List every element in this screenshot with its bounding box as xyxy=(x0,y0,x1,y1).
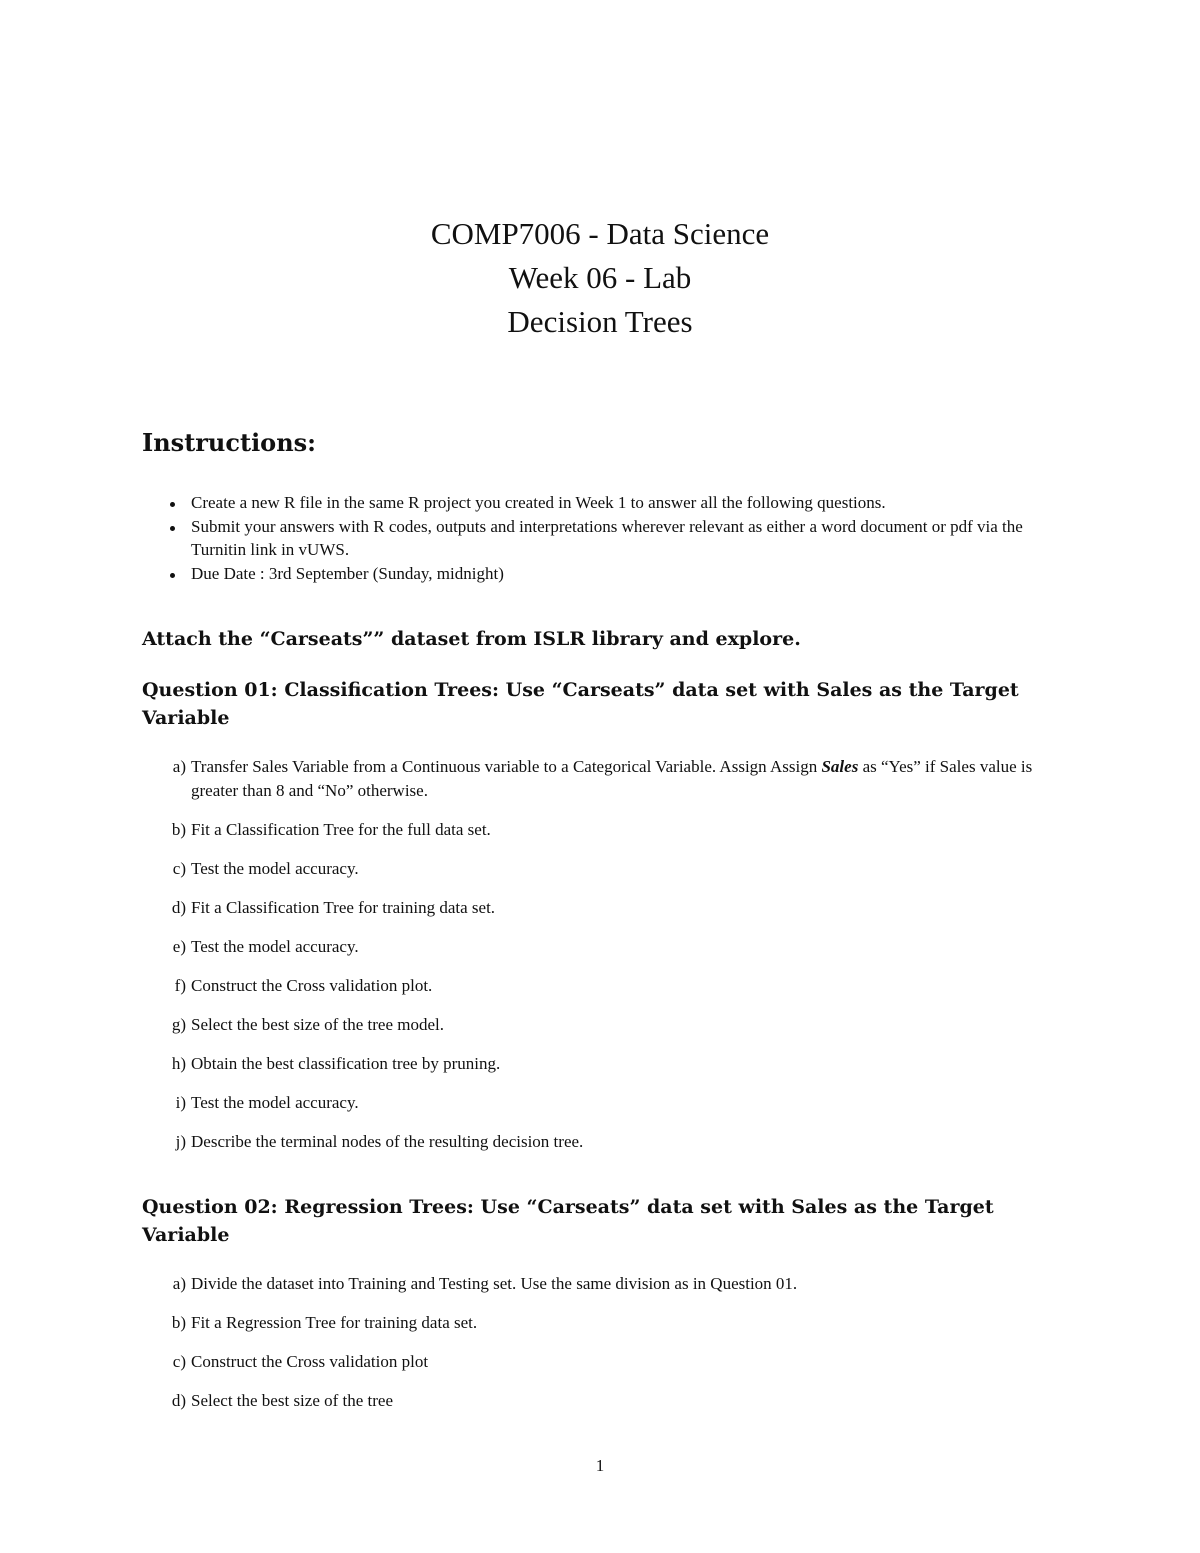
list-item xyxy=(142,562,1062,586)
item-label: f) xyxy=(174,975,186,995)
list-item xyxy=(142,857,1062,881)
item-label: c) xyxy=(172,1352,186,1371)
list-item xyxy=(142,1350,1062,1374)
item-label: c) xyxy=(172,858,186,878)
instructions-heading: Instructions: xyxy=(142,428,317,457)
item-text-after: as “Yes” if Sales value is greater than 8 and “No” otherwise. xyxy=(191,757,1033,800)
item-label: e) xyxy=(172,936,186,956)
list-item xyxy=(142,974,1062,998)
list-item xyxy=(142,1052,1062,1076)
item-text: Test the model accuracy. xyxy=(191,1092,359,1112)
list-item xyxy=(142,491,1062,515)
item-text: Test the model accuracy. xyxy=(191,858,359,878)
question2-heading: Question 02: Regression Trees: Use “Carseats” data set with Sales as the Target Variable xyxy=(142,1196,994,1246)
item-label: g) xyxy=(171,1014,186,1034)
list-item-text: Due Date : 3rd September (Sunday, midnight) xyxy=(191,563,504,583)
bullet-icon xyxy=(170,573,175,578)
item-label: a) xyxy=(172,1274,186,1293)
item-label: j) xyxy=(175,1131,186,1151)
item-text: Divide the dataset into Training and Testing set. Use the same division as in Question 01. xyxy=(191,1274,798,1293)
list-item xyxy=(142,1389,1062,1413)
item-text: Construct the Cross validation plot. xyxy=(191,975,433,995)
item-label: b) xyxy=(171,1313,186,1332)
item-text: Select the best size of the tree xyxy=(191,1391,394,1410)
list-item xyxy=(142,1091,1062,1115)
item-text: Select the best size of the tree model. xyxy=(191,1014,445,1034)
question1-heading: Question 01: Classification Trees: Use “Carseats” data set with Sales as the Target Variable xyxy=(142,679,1019,729)
item-text: Construct the Cross validation plot xyxy=(191,1352,429,1371)
bullet-icon xyxy=(170,526,175,531)
list-item xyxy=(142,1272,1062,1296)
item-text: Fit a Classification Tree for the full data set. xyxy=(191,819,491,839)
attach-heading: Attach the “Carseats”” dataset from ISLR library and explore. xyxy=(142,628,801,650)
topic-title: Decision Trees xyxy=(507,304,693,339)
list-item-text: Create a new R file in the same R project you created in Week 1 to answer all the following questions. xyxy=(191,493,886,512)
item-label: i) xyxy=(175,1092,186,1112)
item-emphasis: Sales xyxy=(821,757,859,776)
item-label: h) xyxy=(171,1053,186,1073)
item-label: b) xyxy=(171,819,186,839)
question2-list xyxy=(142,1272,1062,1428)
item-text: Fit a Regression Tree for training data set. xyxy=(191,1313,478,1332)
item-text: Test the model accuracy. xyxy=(191,936,359,956)
list-item xyxy=(142,1311,1062,1335)
question1-list xyxy=(142,755,1062,1169)
list-item-text: Submit your answers with R codes, outputs and interpretations wherever relevant as either a word document or pdf via the Turnitin link in vUWS. xyxy=(191,516,1023,559)
list-item xyxy=(142,935,1062,959)
list-item xyxy=(142,818,1062,842)
course-title: COMP7006 - Data Science xyxy=(430,216,770,251)
item-label: d) xyxy=(171,1391,186,1410)
list-item xyxy=(142,896,1062,920)
item-label: a) xyxy=(172,757,186,776)
item-label: d) xyxy=(171,897,186,917)
title-block xyxy=(0,212,1200,344)
instructions-list xyxy=(142,491,1062,585)
list-item xyxy=(142,755,1062,802)
item-text: Describe the terminal nodes of the resulting decision tree. xyxy=(191,1131,584,1151)
week-title: Week 06 - Lab xyxy=(508,260,692,295)
item-text-before: Transfer Sales Variable from a Continuous variable to a Categorical Variable. Assign Assign xyxy=(191,757,822,776)
list-item xyxy=(142,1013,1062,1037)
item-text: Obtain the best classification tree by pruning. xyxy=(191,1053,501,1073)
bullet-icon xyxy=(170,502,175,507)
page-number: 1 xyxy=(595,1456,605,1475)
list-item xyxy=(142,515,1062,562)
list-item xyxy=(142,1130,1062,1154)
item-text: Fit a Classification Tree for training data set. xyxy=(191,897,496,917)
